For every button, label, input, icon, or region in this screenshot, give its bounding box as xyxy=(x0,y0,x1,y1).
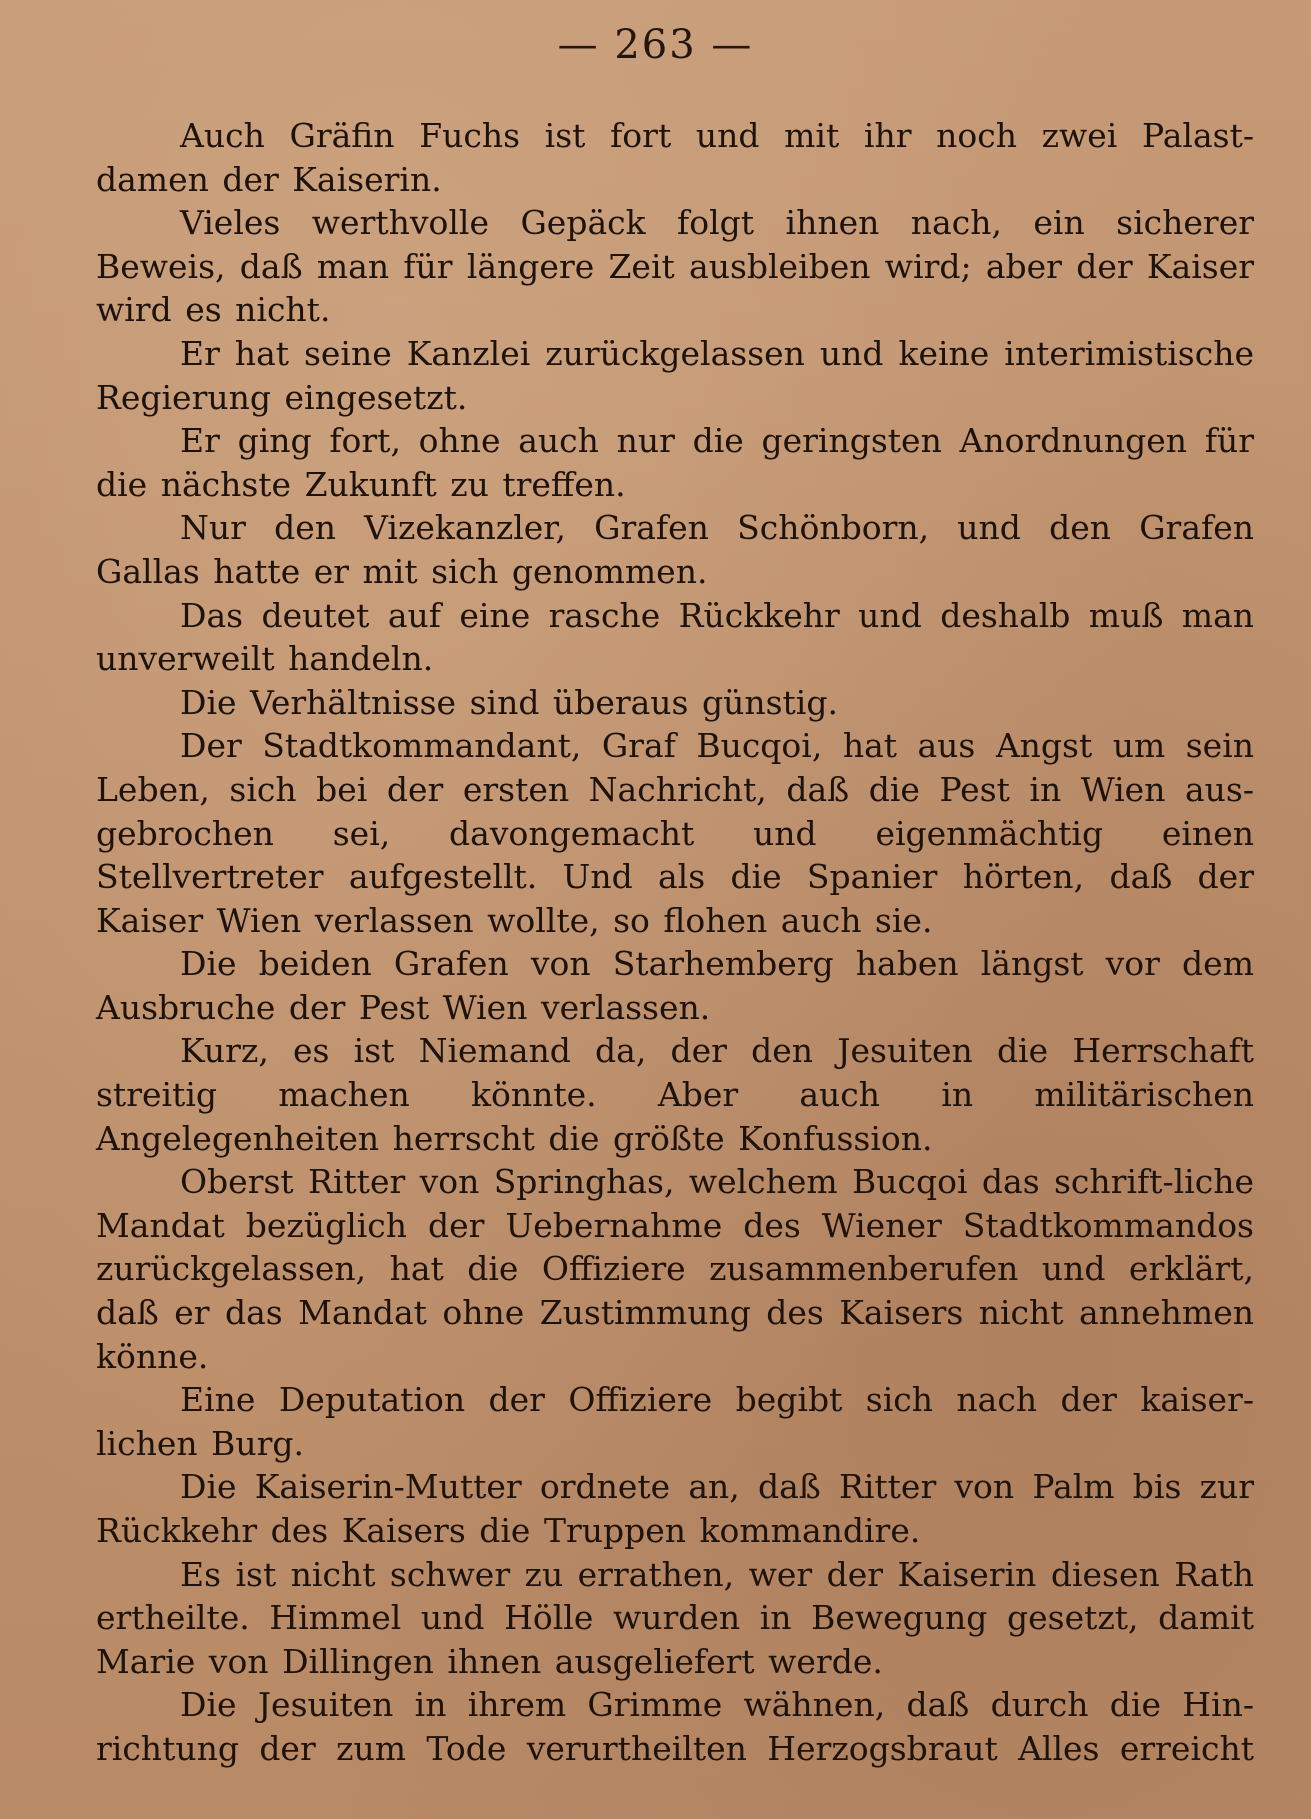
paragraph: Die Jesuiten in ihrem Grimme wähnen, daß durch die Hin-richtung der zum Tode verurtheilten Herzogsbraut Alles erreicht xyxy=(96,1685,1254,1768)
paragraph: Die beiden Grafen von Starhemberg haben längst vor dem Ausbruche der Pest Wien verlassen. xyxy=(96,944,1254,1027)
paragraph: Eine Deputation der Offiziere begibt sich nach der kaiser-lichen Burg. xyxy=(96,1380,1254,1463)
paragraph: Oberst Ritter von Springhas, welchem Bucqoi das schrift-liche Mandat bezüglich der Uebernahme des Wiener Stadtkommandos zurückgelassen, hat die Offiziere zusammenberufen und erklärt, daß er das Mandat ohne Zustimmung des Kaisers nicht annehmen könne. xyxy=(96,1162,1254,1376)
paragraph: Es ist nicht schwer zu errathen, wer der Kaiserin diesen Rath ertheilte. Himmel und Hölle wurden in Bewegung gesetzt, damit Marie von Dillingen ihnen ausgeliefert werde. xyxy=(96,1554,1254,1681)
paragraph: Nur den Vizekanzler, Grafen Schönborn, und den Grafen Gallas hatte er mit sich genommen. xyxy=(96,508,1254,591)
paragraph: Die Verhältnisse sind überaus günstig. xyxy=(180,682,838,722)
paragraph: Kurz, es ist Niemand da, der den Jesuiten die Herrschaft streitig machen könnte. Aber auch in militärischen Angelegenheiten herrscht die größte Konfussion. xyxy=(96,1031,1254,1158)
paragraph: Er hat seine Kanzlei zurückgelassen und keine interimistische Regierung eingesetzt. xyxy=(96,333,1254,417)
paragraph: Er ging fort, ohne auch nur die geringsten Anordnungen für die nächste Zukunft zu treffen. xyxy=(96,421,1254,504)
paragraph: Auch Gräfin Fuchs ist fort und mit ihr noch zwei Palast-damen der Kaiserin. xyxy=(96,116,1254,199)
page-number: — 263 — xyxy=(557,22,754,68)
paragraph: Der Stadtkommandant, Graf Bucqoi, hat aus Angst um sein Leben, sich bei der ersten Nachricht, daß die Pest in Wien aus-gebrochen sei, davongemacht und eigenmächtig einen Stellvertreter aufgestellt. Und als die Spanier hörten, daß der Kaiser Wien verlassen wollte, so flohen auch sie. xyxy=(96,726,1254,940)
paragraph: Die Kaiserin-Mutter ordnete an, daß Ritter von Palm bis zur Rückkehr des Kaisers die Truppen kommandire. xyxy=(96,1467,1254,1550)
paragraph: Vieles werthvolle Gepäck folgt ihnen nach, ein sicherer Beweis, daß man für längere Zeit ausbleiben wird; aber der Kaiser wird es nicht. xyxy=(96,203,1254,330)
paragraph: Das deutet auf eine rasche Rückkehr und deshalb muß man unverweilt handeln. xyxy=(96,595,1254,679)
text-body xyxy=(96,114,1254,1771)
